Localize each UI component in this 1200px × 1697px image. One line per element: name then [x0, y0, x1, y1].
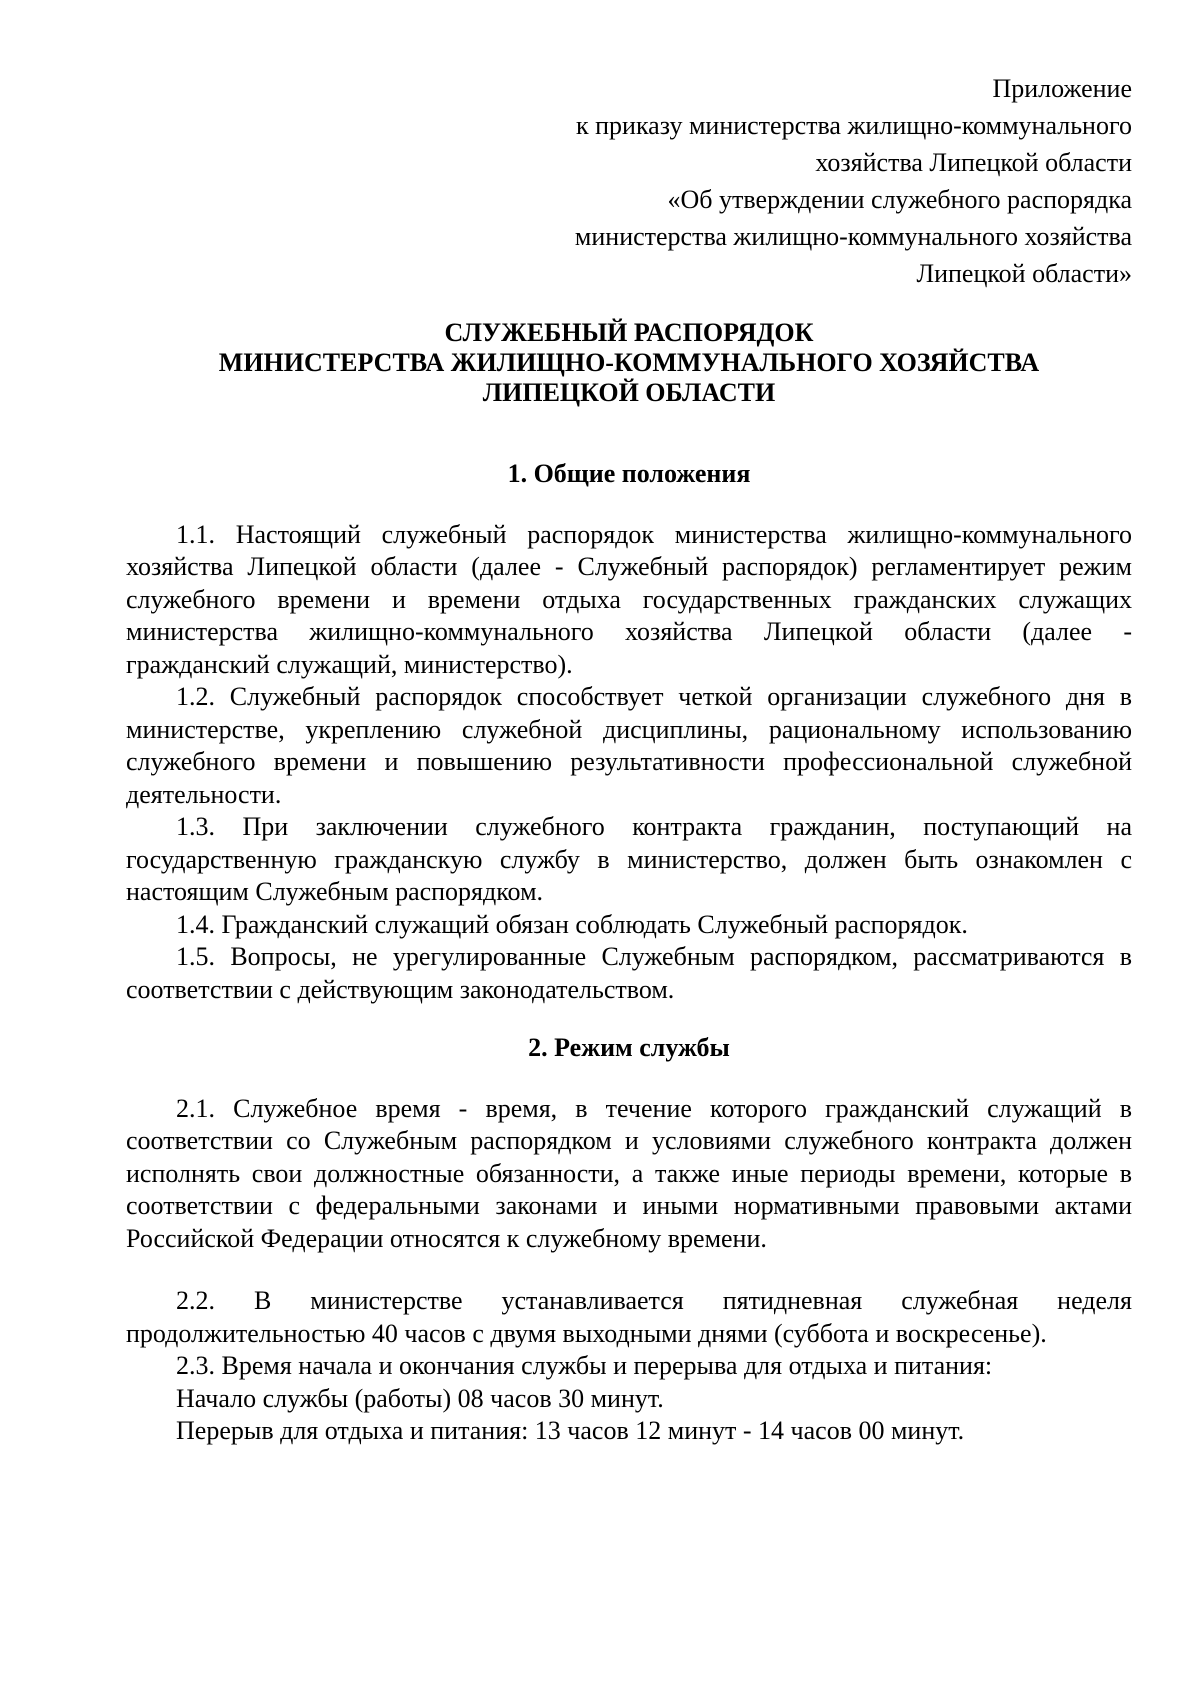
section-heading: 2. Режим службы — [528, 1033, 730, 1062]
title-line: ЛИПЕЦКОЙ ОБЛАСТИ — [482, 378, 776, 407]
appendix-line: Приложение — [992, 74, 1132, 103]
paragraph-start-time: Начало службы (работы) 08 часов 30 минут. — [176, 1383, 664, 1413]
paragraph-2-1: 2.1. Служебное время - время, в течение которого гражданский служащий в соответствии со Служебным распорядком и условиями служебного контракта должен исполнять свои должностные обязанности, а также иные периоды времени, которые в соответствии с федеральными законами и иными нормативными правовыми актами Российской Федерации относятся к служебному времени. — [126, 1093, 1132, 1253]
paragraph-2-3: 2.3. Время начала и окончания службы и перерыва для отдыха и питания: — [176, 1351, 993, 1380]
paragraph-1-4: 1.4. Гражданский служащий обязан соблюдать Служебный распорядок. — [176, 909, 968, 939]
paragraph-1-5: 1.5. Вопросы, не урегулированные Служебным распорядком, рассматриваются в соответствии с действующим законодательством. — [126, 942, 1132, 1004]
appendix-line: министерства жилищно-коммунального хозяйства — [574, 222, 1132, 251]
paragraph-1-3: 1.3. При заключении служебного контракта гражданин, поступающий на государственную гражданскую службу в министерство, должен быть ознакомлен с настоящим Служебным распорядком. — [126, 812, 1132, 906]
appendix-line: к приказу министерства жилищно-коммунального — [575, 111, 1132, 140]
title-line: МИНИСТЕРСТВА ЖИЛИЩНО-КОММУНАЛЬНОГО ХОЗЯЙСТВА — [218, 348, 1040, 377]
appendix-line: хозяйства Липецкой области — [815, 148, 1132, 177]
spacer — [126, 1255, 1132, 1285]
document-page — [126, 70, 1132, 1448]
paragraph-1-2: 1.2. Служебный распорядок способствует четкой организации служебного дня в министерстве, укреплению служебной дисциплины, рациональному использованию служебного времени и повышению результативности профессиональной служебной деятельности. — [126, 682, 1132, 809]
paragraph-1-1: 1.1. Настоящий служебный распорядок министерства жилищно-коммунального хозяйства Липецкой области (далее - Служебный распорядок) регламентирует режим служебного времени и времени отдыха государственных гражданских служащих министерства жилищно-коммунального хозяйства Липецкой области (далее - гражданский служащий, министерство). — [126, 519, 1132, 679]
appendix-line: «Об утверждении служебного распорядка — [667, 185, 1132, 214]
appendix-block — [126, 70, 1132, 292]
section-heading: 1. Общие положения — [507, 459, 751, 488]
section-service-mode — [126, 1032, 1132, 1448]
paragraph-break-time: Перерыв для отдыха и питания: 13 часов 12 минут - 14 часов 00 минут. — [176, 1416, 965, 1445]
title-line: СЛУЖЕБНЫЙ РАСПОРЯДОК — [444, 318, 814, 347]
document-title — [126, 318, 1132, 408]
spacer — [126, 1006, 1132, 1032]
section-general-provisions — [126, 458, 1132, 1006]
paragraph-2-2: 2.2. В министерстве устанавливается пятидневная служебная неделя продолжительностью 40 часов с двумя выходными днями (суббота и воскресенье). — [126, 1286, 1132, 1348]
appendix-line: Липецкой области» — [916, 259, 1132, 288]
